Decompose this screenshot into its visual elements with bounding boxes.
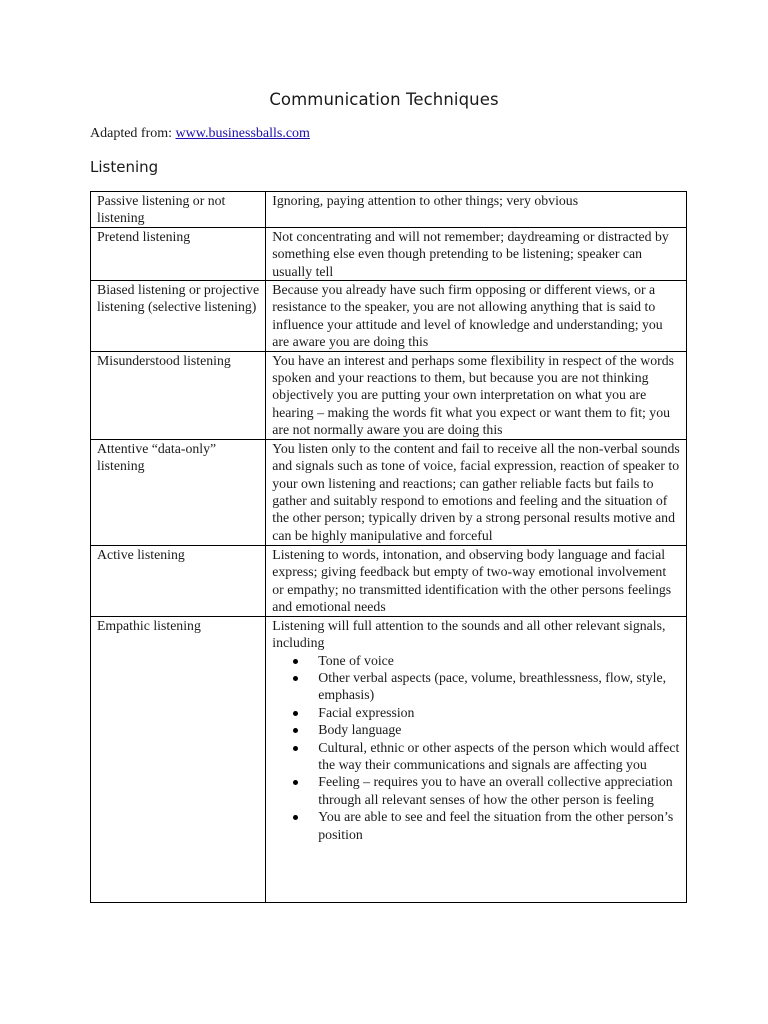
list-item-text: Feeling – requires you to have an overall collective appreciation through all relevant senses of how the other person is feeling (318, 774, 673, 807)
technique-name: Misunderstood listening (91, 351, 266, 439)
technique-name: Biased listening or projective listening (selective listening) (91, 281, 266, 352)
technique-description-intro: Listening will full attention to the sounds and all other relevant signals, including (272, 617, 666, 651)
table-row (91, 545, 687, 616)
technique-description: Listening to words, intonation, and observing body language and facial express; giving feedback but empty of two-way emotional involvement or empathy; no transmitted identification with the other persons feelings and emotional needs (266, 545, 687, 616)
list-item-text: Facial expression (318, 704, 415, 720)
list-item (312, 739, 681, 774)
list-item-text: You are able to see and feel the situation from the other person’s position (318, 809, 674, 842)
listening-techniques-table (90, 191, 687, 903)
technique-name: Active listening (91, 545, 266, 616)
adapted-from-line (90, 126, 310, 142)
table-row (91, 192, 687, 228)
adapted-from-label: Adapted from: (90, 126, 176, 141)
table-row (91, 281, 687, 352)
technique-description (266, 616, 687, 902)
technique-description: Not concentrating and will not remember; daydreaming or distracted by something else even though pretending to be listening; speaker can usually tell (266, 227, 687, 280)
table-row (91, 227, 687, 280)
list-item (312, 704, 681, 721)
list-item (312, 808, 681, 843)
businessballs-link[interactable]: www.businessballs.com (175, 126, 310, 141)
section-heading-listening: Listening (90, 158, 159, 176)
technique-description: You have an interest and perhaps some flexibility in respect of the words spoken and your reactions to them, but because you are not thinking objectively you are putting your own interpretation on what you are hearing – making the words fit what you expect or want them to fit; you are not normally aware you are doing this (266, 351, 687, 439)
bullet-icon (293, 711, 298, 716)
table-row (91, 439, 687, 545)
list-item-text: Cultural, ethnic or other aspects of the person which would affect the way their communications and signals are affecting you (318, 739, 680, 772)
list-item (312, 773, 681, 808)
list-item-text: Tone of voice (318, 652, 394, 668)
bullet-icon (293, 676, 298, 681)
technique-description: You listen only to the content and fail to receive all the non-verbal sounds and signals such as tone of voice, facial expression, reaction of speaker to your own listening and reactions; can gather reliable facts but fails to gather and suitably respond to emotions and feeling and the situation of the other person; typically driven by a strong personal results motive and can be highly manipulative and forceful (266, 439, 687, 545)
technique-name: Attentive “data-only” listening (91, 439, 266, 545)
list-item (312, 669, 681, 704)
bullet-icon (293, 815, 298, 820)
bullet-icon (293, 746, 298, 751)
page-title: Communication Techniques (269, 90, 499, 109)
technique-name: Empathic listening (91, 616, 266, 902)
technique-description: Because you already have such firm opposing or different views, or a resistance to the speaker, you are not allowing anything that is said to influence your attitude and level of knowledge and understanding; you are aware you are doing this (266, 281, 687, 352)
technique-name: Passive listening or not listening (91, 192, 266, 228)
empathic-listening-signals-list (272, 652, 681, 843)
bullet-icon (293, 659, 298, 664)
list-item (312, 652, 681, 669)
table-row (91, 616, 687, 902)
bullet-icon (293, 728, 298, 733)
bullet-icon (293, 780, 298, 785)
list-item (312, 721, 681, 738)
list-item-text: Body language (318, 722, 402, 738)
technique-description: Ignoring, paying attention to other things; very obvious (266, 192, 687, 228)
technique-name: Pretend listening (91, 227, 266, 280)
table-row (91, 351, 687, 439)
list-item-text: Other verbal aspects (pace, volume, breathlessness, flow, style, emphasis) (318, 669, 667, 703)
